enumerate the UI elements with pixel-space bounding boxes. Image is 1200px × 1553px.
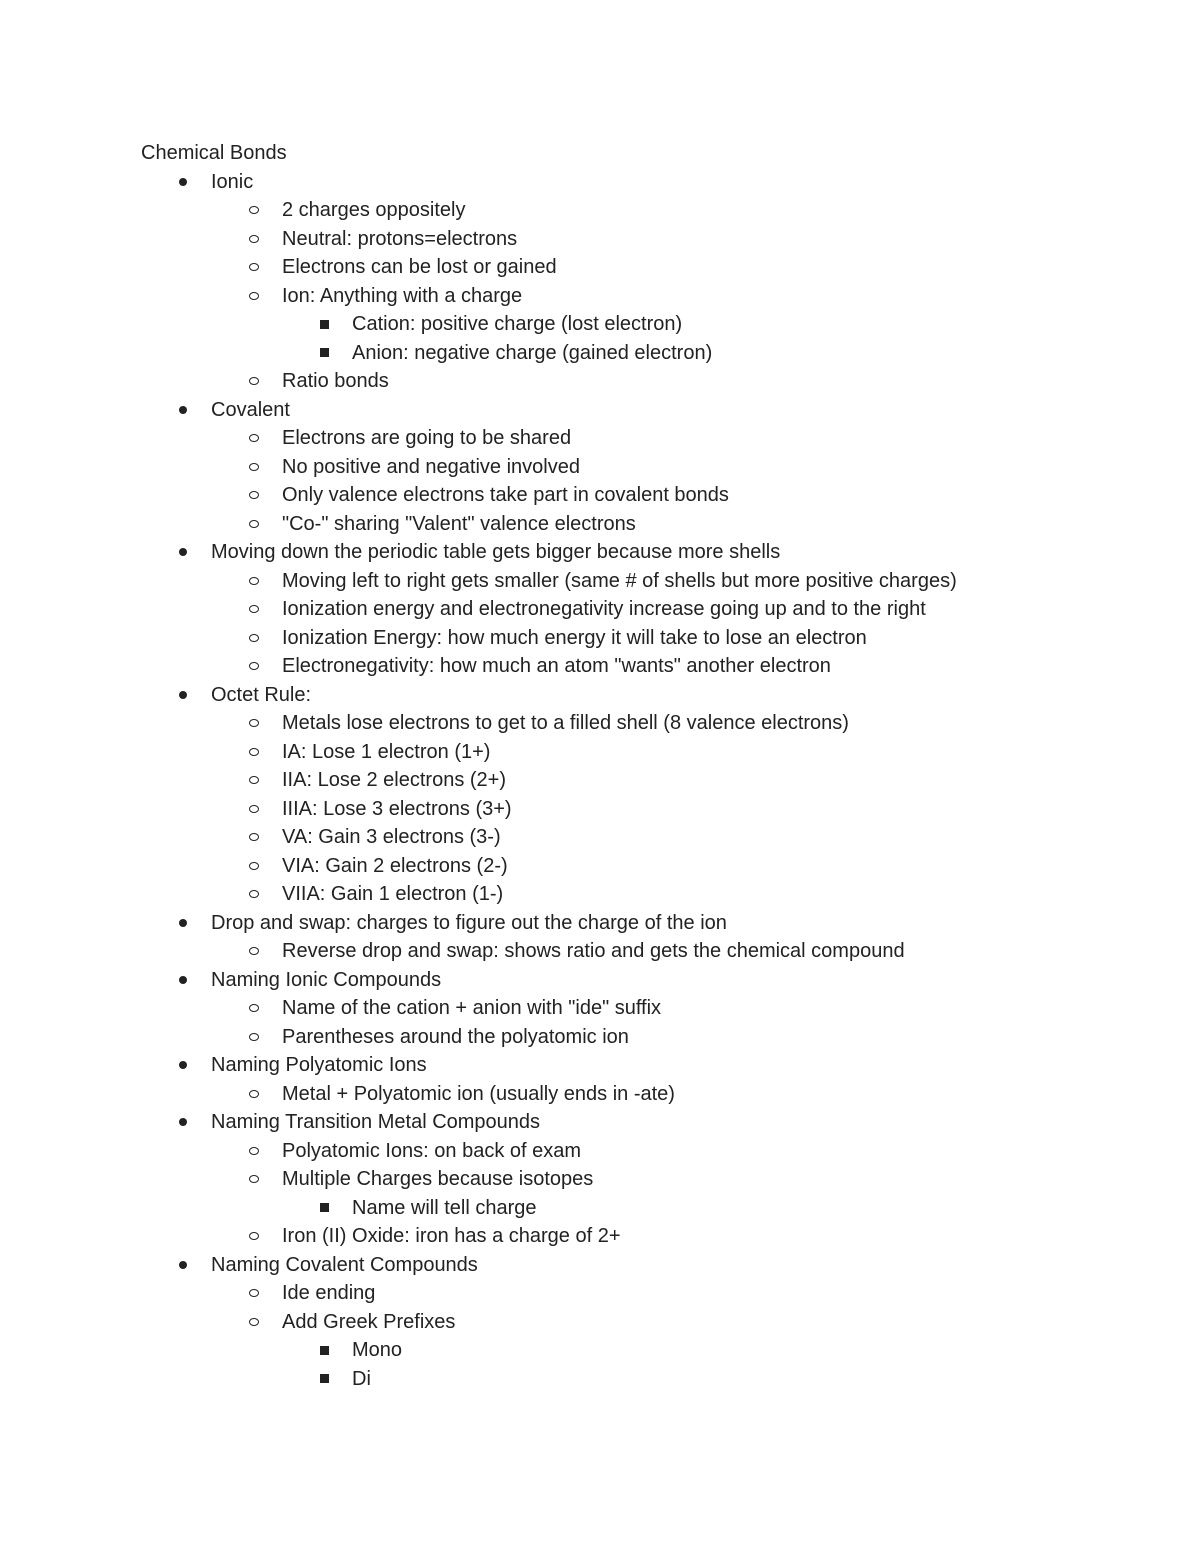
list-item bbox=[141, 966, 1141, 995]
list-item bbox=[141, 1308, 1141, 1337]
list-item-text: Metal + Polyatomic ion (usually ends in -ate) bbox=[282, 1082, 675, 1105]
list-item bbox=[141, 196, 1141, 225]
hollow-circle-bullet-icon bbox=[249, 652, 259, 681]
list-item-text: Electrons can be lost or gained bbox=[282, 256, 557, 278]
list-item bbox=[141, 1051, 1141, 1080]
list-item bbox=[141, 1080, 1141, 1109]
filled-dot-bullet-icon bbox=[179, 538, 187, 567]
list-item-text: Reverse drop and swap: shows ratio and gets the chemical compound bbox=[282, 940, 905, 962]
list-item-text: Naming Polyatomic Ions bbox=[211, 1054, 427, 1076]
list-item-text: Polyatomic Ions: on back of exam bbox=[282, 1139, 582, 1162]
list-item bbox=[141, 823, 1141, 852]
hollow-circle-bullet-icon bbox=[249, 738, 259, 767]
list-item bbox=[141, 738, 1141, 767]
hollow-circle-bullet-icon bbox=[249, 766, 259, 795]
list-item bbox=[141, 367, 1141, 396]
document-page bbox=[141, 139, 1141, 1393]
list-item-text: IIIA: Lose 3 electrons (3+) bbox=[282, 797, 512, 820]
list-item-text: Name will tell charge bbox=[352, 1196, 537, 1219]
list-item-text: Iron (II) Oxide: iron has a charge of 2+ bbox=[282, 1225, 621, 1247]
hollow-circle-bullet-icon bbox=[249, 481, 259, 510]
list-item-text: 2 charges oppositely bbox=[282, 199, 466, 221]
list-item-text: Electrons are going to be shared bbox=[282, 427, 572, 449]
list-item bbox=[141, 709, 1141, 738]
list-item bbox=[141, 1222, 1141, 1251]
list-item-text: Name of the cation + anion with "ide" suffix bbox=[282, 997, 662, 1019]
hollow-circle-bullet-icon bbox=[249, 1308, 259, 1337]
filled-dot-bullet-icon bbox=[179, 396, 187, 425]
list-item-text: Cation: positive charge (lost electron) bbox=[352, 313, 683, 335]
list-item bbox=[141, 1365, 1141, 1394]
hollow-circle-bullet-icon bbox=[249, 595, 259, 624]
hollow-circle-bullet-icon bbox=[249, 282, 259, 311]
list-item bbox=[141, 453, 1141, 482]
hollow-circle-bullet-icon bbox=[249, 424, 259, 453]
list-item bbox=[141, 909, 1141, 938]
document-title: Chemical Bonds bbox=[141, 142, 287, 164]
list-item-text: VA: Gain 3 electrons (3-) bbox=[282, 826, 501, 848]
filled-dot-bullet-icon bbox=[179, 168, 187, 197]
list-item-text: "Co-" sharing "Valent" valence electrons bbox=[282, 512, 636, 535]
hollow-circle-bullet-icon bbox=[249, 994, 259, 1023]
filled-square-bullet-icon bbox=[320, 1194, 329, 1223]
list-item bbox=[141, 510, 1141, 539]
list-item bbox=[141, 994, 1141, 1023]
list-item bbox=[141, 168, 1141, 197]
list-item-text: No positive and negative involved bbox=[282, 455, 580, 478]
hollow-circle-bullet-icon bbox=[249, 823, 259, 852]
list-item-text: Neutral: protons=electrons bbox=[282, 227, 518, 250]
hollow-circle-bullet-icon bbox=[249, 1279, 259, 1308]
bullet-outline bbox=[141, 168, 1141, 1394]
list-item-text: Drop and swap: charges to figure out the charge of the ion bbox=[211, 911, 727, 934]
list-item-text: Metals lose electrons to get to a filled shell (8 valence electrons) bbox=[282, 712, 849, 734]
list-item bbox=[141, 652, 1141, 681]
hollow-circle-bullet-icon bbox=[249, 510, 259, 539]
hollow-circle-bullet-icon bbox=[249, 1222, 259, 1251]
list-item bbox=[141, 852, 1141, 881]
list-item bbox=[141, 595, 1141, 624]
list-item-text: Ide ending bbox=[282, 1282, 376, 1304]
filled-square-bullet-icon bbox=[320, 310, 329, 339]
filled-dot-bullet-icon bbox=[179, 1051, 187, 1080]
list-item bbox=[141, 1279, 1141, 1308]
hollow-circle-bullet-icon bbox=[249, 1023, 259, 1052]
list-item-text: IIA: Lose 2 electrons (2+) bbox=[282, 769, 507, 791]
list-item-text: Mono bbox=[352, 1339, 403, 1361]
list-item-text: Ionization energy and electronegativity increase going up and to the right bbox=[282, 598, 926, 620]
list-item-text: Parentheses around the polyatomic ion bbox=[282, 1025, 629, 1048]
hollow-circle-bullet-icon bbox=[249, 225, 259, 254]
list-item-text: Only valence electrons take part in covalent bonds bbox=[282, 484, 729, 506]
list-item bbox=[141, 937, 1141, 966]
list-item-text: Covalent bbox=[211, 398, 290, 421]
hollow-circle-bullet-icon bbox=[249, 253, 259, 282]
list-item-text: Naming Ionic Compounds bbox=[211, 968, 442, 991]
list-item-text: Ionic bbox=[211, 170, 254, 193]
list-item bbox=[141, 1251, 1141, 1280]
hollow-circle-bullet-icon bbox=[249, 709, 259, 738]
list-item-text: Di bbox=[352, 1367, 371, 1390]
list-item-text: Octet Rule: bbox=[211, 683, 312, 706]
list-item-text: Add Greek Prefixes bbox=[282, 1310, 456, 1333]
list-item-text: Ion: Anything with a charge bbox=[282, 284, 523, 307]
list-item bbox=[141, 339, 1141, 368]
list-item-text: Ratio bonds bbox=[282, 370, 389, 392]
hollow-circle-bullet-icon bbox=[249, 852, 259, 881]
list-item bbox=[141, 225, 1141, 254]
list-item-text: Electronegativity: how much an atom "wants" another electron bbox=[282, 655, 831, 677]
filled-dot-bullet-icon bbox=[179, 909, 187, 938]
list-item-text: IA: Lose 1 electron (1+) bbox=[282, 740, 491, 763]
list-item bbox=[141, 253, 1141, 282]
filled-square-bullet-icon bbox=[320, 339, 329, 368]
hollow-circle-bullet-icon bbox=[249, 1137, 259, 1166]
list-item-text: Naming Transition Metal Compounds bbox=[211, 1111, 541, 1133]
filled-dot-bullet-icon bbox=[179, 1251, 187, 1280]
list-item-text: Moving left to right gets smaller (same # of shells but more positive charges) bbox=[282, 569, 957, 592]
list-item-text: Naming Covalent Compounds bbox=[211, 1253, 478, 1276]
list-item-text: Anion: negative charge (gained electron) bbox=[352, 341, 713, 364]
hollow-circle-bullet-icon bbox=[249, 453, 259, 482]
list-item bbox=[141, 1023, 1141, 1052]
filled-square-bullet-icon bbox=[320, 1365, 329, 1394]
list-item bbox=[141, 1165, 1141, 1194]
hollow-circle-bullet-icon bbox=[249, 1080, 259, 1109]
hollow-circle-bullet-icon bbox=[249, 567, 259, 596]
list-item bbox=[141, 1194, 1141, 1223]
hollow-circle-bullet-icon bbox=[249, 624, 259, 653]
list-item bbox=[141, 481, 1141, 510]
list-item bbox=[141, 681, 1141, 710]
list-item-text: Multiple Charges because isotopes bbox=[282, 1168, 594, 1190]
filled-dot-bullet-icon bbox=[179, 681, 187, 710]
list-item bbox=[141, 1137, 1141, 1166]
list-item-text: VIIA: Gain 1 electron (1-) bbox=[282, 883, 504, 905]
hollow-circle-bullet-icon bbox=[249, 367, 259, 396]
list-item-text: Moving down the periodic table gets bigger because more shells bbox=[211, 541, 781, 563]
filled-dot-bullet-icon bbox=[179, 1108, 187, 1137]
list-item bbox=[141, 396, 1141, 425]
list-item-text: VIA: Gain 2 electrons (2-) bbox=[282, 854, 508, 877]
hollow-circle-bullet-icon bbox=[249, 795, 259, 824]
hollow-circle-bullet-icon bbox=[249, 937, 259, 966]
list-item bbox=[141, 424, 1141, 453]
list-item-text: Ionization Energy: how much energy it will take to lose an electron bbox=[282, 626, 867, 649]
hollow-circle-bullet-icon bbox=[249, 1165, 259, 1194]
list-item bbox=[141, 1108, 1141, 1137]
list-item bbox=[141, 282, 1141, 311]
list-item bbox=[141, 624, 1141, 653]
list-item bbox=[141, 310, 1141, 339]
list-item bbox=[141, 795, 1141, 824]
list-item bbox=[141, 567, 1141, 596]
hollow-circle-bullet-icon bbox=[249, 196, 259, 225]
list-item bbox=[141, 538, 1141, 567]
list-item bbox=[141, 1336, 1141, 1365]
filled-square-bullet-icon bbox=[320, 1336, 329, 1365]
list-item bbox=[141, 880, 1141, 909]
list-item bbox=[141, 766, 1141, 795]
filled-dot-bullet-icon bbox=[179, 966, 187, 995]
hollow-circle-bullet-icon bbox=[249, 880, 259, 909]
